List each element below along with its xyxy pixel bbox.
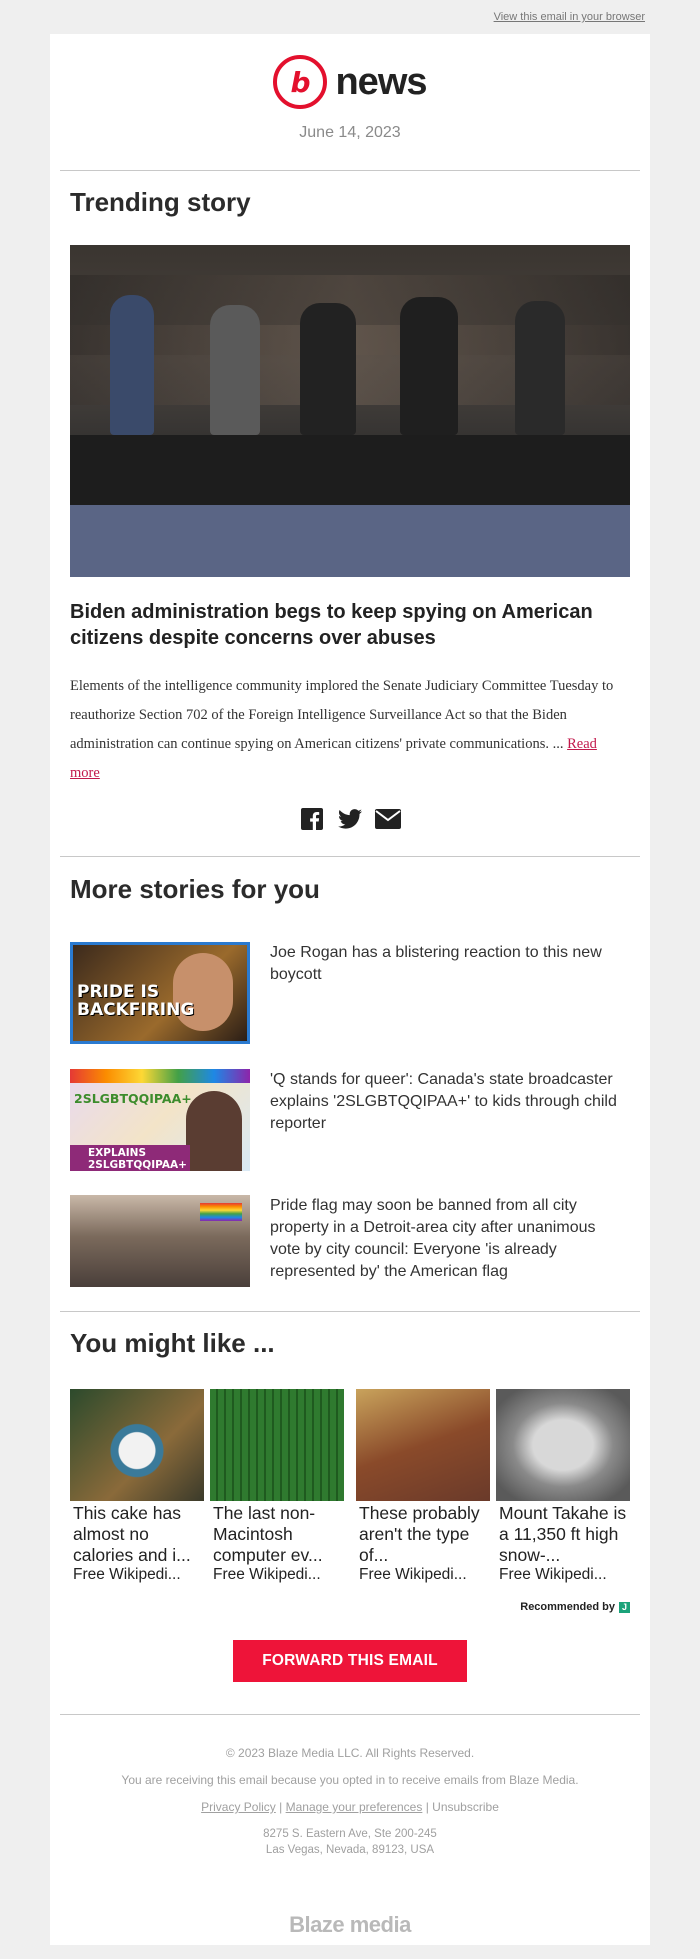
recommendation-source: Free Wikipedi...	[73, 1566, 181, 1583]
trending-summary: Elements of the intelligence community implored the Senate Judiciary Committee Tuesday to reauthorize Section 702 of the Foreign Intelligence Surveillance Act so that the Biden administration can continue spying on American citizens' private communications. ... Read more	[70, 678, 614, 781]
manage-preferences-link[interactable]: Manage your preferences	[285, 1800, 423, 1814]
story-title[interactable]: 'Q stands for queer': Canada's state broadcaster explains '2SLGBTQQIPAA+' to kids through child reporter	[270, 1071, 617, 1132]
brand-logo[interactable]	[50, 52, 650, 112]
recommendation-title[interactable]: Mount Takahe is a 11,350 ft high snow-...	[499, 1503, 627, 1565]
recommender-logo-icon: J	[619, 1602, 630, 1613]
trending-story-image[interactable]	[70, 245, 630, 577]
trending-headline[interactable]: Biden administration begs to keep spying on American citizens despite concerns over abuses	[70, 601, 593, 649]
pride-flag-icon	[200, 1203, 242, 1221]
unsubscribe-link[interactable]: Unsubscribe	[432, 1800, 499, 1814]
recommendation-title[interactable]: The last non-Macintosh computer ev...	[213, 1503, 323, 1565]
recommendation-card[interactable]	[70, 1389, 204, 1589]
share-bar	[50, 807, 650, 831]
facebook-icon[interactable]	[299, 807, 325, 831]
divider	[60, 1311, 640, 1312]
divider	[60, 1714, 640, 1715]
blaze-media-logo[interactable]: Blaze media	[289, 1912, 411, 1937]
story-thumbnail[interactable]: PRIDE IS BACKFIRING	[70, 942, 250, 1044]
view-in-browser-link[interactable]: View this email in your browser	[493, 11, 645, 23]
recommendation-title[interactable]: These probably aren't the type of...	[359, 1503, 480, 1565]
footer-address-line2: Las Vegas, Nevada, 89123, USA	[265, 1844, 435, 1856]
footer-address-line1: 8275 S. Eastern Ave, Ste 200-245	[263, 1828, 437, 1840]
recommendation-source: Free Wikipedi...	[213, 1566, 321, 1583]
recommendation-image[interactable]	[496, 1389, 630, 1501]
recommendation-card[interactable]	[356, 1389, 490, 1589]
footer-links: Privacy Policy | Manage your preferences | Unsubscribe	[201, 1800, 499, 1814]
blaze-logo-icon: b	[273, 55, 327, 109]
more-stories-title: More stories for you	[70, 874, 320, 904]
divider	[60, 856, 640, 857]
recommendation-source: Free Wikipedi...	[359, 1566, 467, 1583]
forward-email-button[interactable]: FORWARD THIS EMAIL	[233, 1640, 467, 1682]
recommendation-card[interactable]	[496, 1389, 630, 1589]
you-might-like-title: You might like ...	[70, 1328, 275, 1358]
recommendation-source: Free Wikipedi...	[499, 1566, 607, 1583]
story-title[interactable]: Pride flag may soon be banned from all city property in a Detroit-area city after unanimous vote by city council: Everyone 'is already represented by' the American flag	[270, 1197, 596, 1280]
footer-copyright: © 2023 Blaze Media LLC. All Rights Reserved.	[225, 1746, 475, 1760]
recommendation-title[interactable]: This cake has almost no calories and i...	[73, 1503, 191, 1565]
logo-text: news	[335, 60, 427, 103]
story-thumbnail[interactable]: 2SLGBTQQIPAA+ EXPLAINS 2SLGBTQQIPAA+	[70, 1069, 250, 1171]
recommendation-image[interactable]	[356, 1389, 490, 1501]
footer-reason: You are receiving this email because you opted in to receive emails from Blaze Media.	[121, 1773, 579, 1787]
read-more-link[interactable]: Read more	[70, 736, 597, 781]
story-item[interactable]	[70, 942, 630, 1044]
email-icon[interactable]	[375, 807, 401, 831]
privacy-policy-link[interactable]: Privacy Policy	[201, 1800, 276, 1814]
email-date: June 14, 2023	[299, 124, 401, 141]
recommendation-card[interactable]	[210, 1389, 344, 1589]
recommendation-image[interactable]	[210, 1389, 344, 1501]
twitter-icon[interactable]	[337, 807, 363, 831]
story-title[interactable]: Joe Rogan has a blistering reaction to this new boycott	[270, 944, 602, 983]
story-item[interactable]	[70, 1195, 630, 1287]
story-item[interactable]	[70, 1069, 630, 1171]
recommendation-image[interactable]	[70, 1389, 204, 1501]
recommended-by[interactable]: Recommended by J	[520, 1601, 630, 1613]
email-card	[50, 34, 650, 1945]
story-thumbnail[interactable]	[70, 1195, 250, 1287]
trending-section-title: Trending story	[70, 187, 251, 217]
divider	[60, 170, 640, 171]
